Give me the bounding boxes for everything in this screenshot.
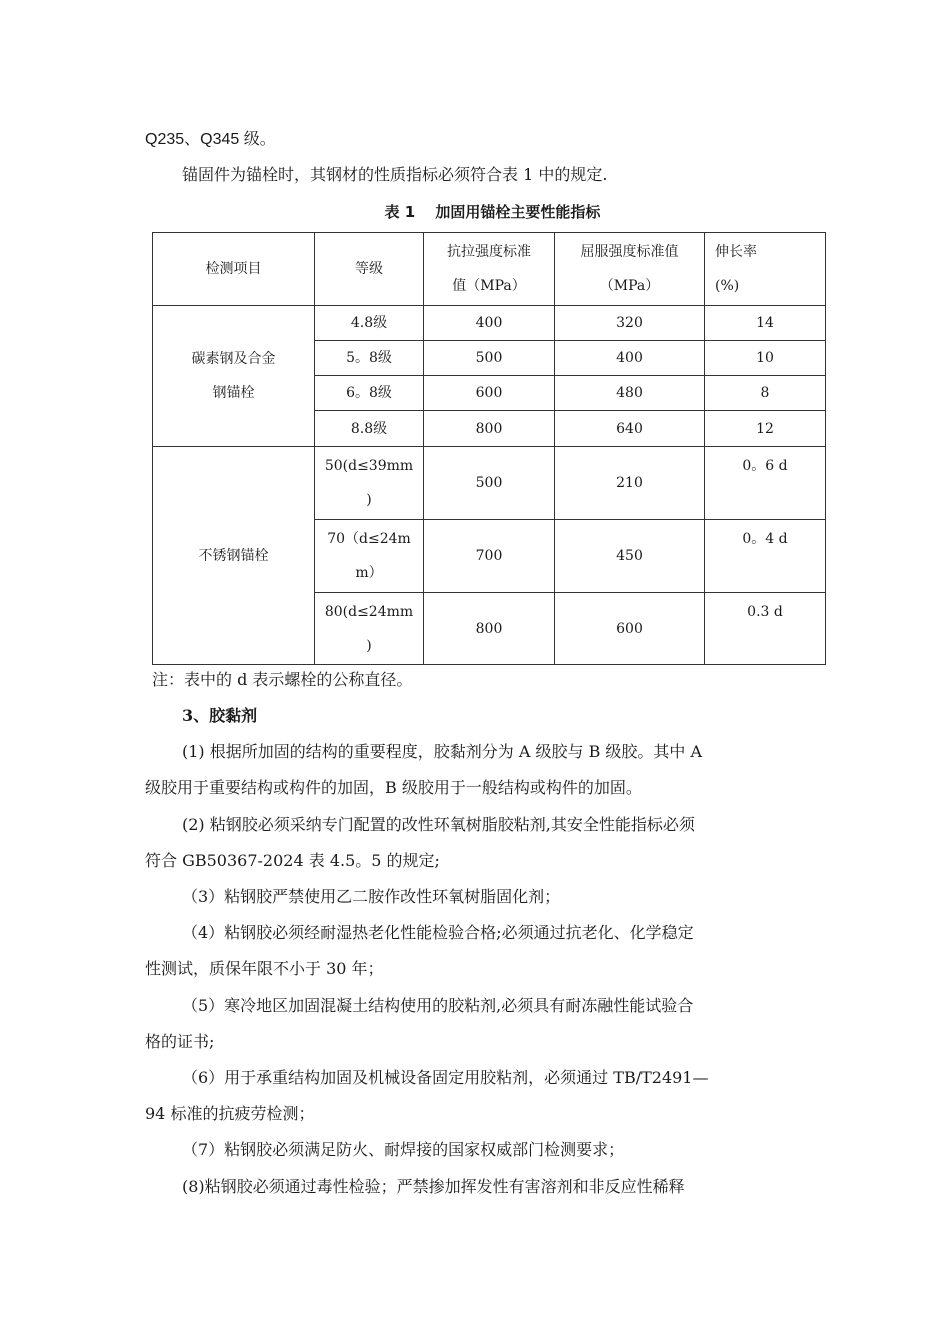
cell-yield: 320 — [555, 306, 705, 341]
cell-elongation: 10 — [705, 341, 826, 376]
cell-grade: 4.8级 — [315, 306, 424, 341]
anchor-spec-table — [152, 232, 826, 665]
cell-elongation: 0。4 d — [705, 520, 826, 593]
paragraph-line: 格的证书; — [145, 1032, 215, 1051]
cell-tensile: 800 — [424, 411, 555, 447]
header-grade: 等级 — [315, 233, 424, 306]
paragraph-line: （3）粘钢胶严禁使用乙二胺作改性环氧树脂固化剂； — [182, 887, 561, 906]
cell-grade: 80(d≤24mm ) — [315, 593, 424, 665]
section-heading: 3、胶黏剂 — [182, 706, 258, 725]
paragraph-line: （6）用于承重结构加固及机械设备固定用胶粘剂，必须通过 TB/T2491— — [182, 1068, 709, 1087]
paragraph-line: （5）寒冷地区加固混凝土结构使用的胶粘剂,必须具有耐冻融性能试验合 — [182, 996, 694, 1015]
cell-yield: 210 — [555, 447, 705, 520]
header-item: 检测项目 — [153, 233, 315, 306]
cell-grade: 5。8级 — [315, 341, 424, 376]
cell-yield: 400 — [555, 341, 705, 376]
cell-yield: 480 — [555, 376, 705, 411]
table-row — [153, 306, 826, 341]
cell-yield: 640 — [555, 411, 705, 447]
group-stainless-steel: 不锈钢锚栓 — [153, 447, 315, 665]
cell-yield: 600 — [555, 593, 705, 665]
cell-elongation: 8 — [705, 376, 826, 411]
intro-line-1: Q235、Q345 级。 — [145, 131, 276, 148]
paragraph-line: （7）粘钢胶必须满足防火、耐焊接的国家权威部门检测要求； — [182, 1140, 625, 1159]
cell-tensile: 700 — [424, 520, 555, 593]
cell-elongation: 0.3 d — [705, 593, 826, 665]
paragraph-line: (2) 粘钢胶必须采纳专门配置的改性环氧树脂胶粘剂,其安全性能指标必须 — [182, 815, 695, 834]
cell-grade: 8.8级 — [315, 411, 424, 447]
intro-line-2: 锚固件为锚栓时，其钢材的性质指标必须符合表 1 中的规定. — [182, 165, 608, 184]
header-tensile: 抗拉强度标准 值（MPa） — [424, 233, 555, 306]
table-header-row — [153, 233, 826, 306]
cell-grade: 6。8级 — [315, 376, 424, 411]
paragraph-line: (8)粘钢胶必须通过毒性检验；严禁掺加挥发性有害溶剂和非反应性稀释 — [182, 1177, 685, 1196]
table-caption: 表 1 加固用锚栓主要性能指标 — [384, 203, 601, 221]
table-row — [153, 447, 826, 520]
cell-elongation: 14 — [705, 306, 826, 341]
cell-grade: 50(d≤39mm ) — [315, 447, 424, 520]
paragraph-line: 级胶用于重要结构或构件的加固，B 级胶用于一般结构或构件的加固。 — [145, 778, 642, 797]
cell-tensile: 600 — [424, 376, 555, 411]
paragraph-line: 性测试，质保年限不小于 30 年； — [145, 959, 384, 978]
paragraph-line: （4）粘钢胶必须经耐湿热老化性能检验合格;必须通过抗老化、化学稳定 — [182, 923, 694, 942]
cell-yield: 450 — [555, 520, 705, 593]
group-carbon-steel: 碳素钢及合金 钢锚栓 — [153, 306, 315, 447]
paragraph-line: 94 标准的抗疲劳检测； — [145, 1104, 315, 1123]
paragraph-line: (1) 根据所加固的结构的重要程度，胶黏剂分为 A 级胶与 B 级胶。其中 A — [182, 742, 703, 761]
cell-elongation: 12 — [705, 411, 826, 447]
paragraph-line: 符合 GB50367-2024 表 4.5。5 的规定; — [145, 851, 440, 870]
cell-elongation: 0。6 d — [705, 447, 826, 520]
header-yield: 屈服强度标准值 （MPa） — [555, 233, 705, 306]
cell-grade: 70（d≤24m m） — [315, 520, 424, 593]
cell-tensile: 800 — [424, 593, 555, 665]
cell-tensile: 500 — [424, 341, 555, 376]
header-elongation: 伸长率 (%) — [705, 233, 826, 306]
table-note: 注：表中的 d 表示螺栓的公称直径。 — [152, 670, 413, 689]
cell-tensile: 400 — [424, 306, 555, 341]
cell-tensile: 500 — [424, 447, 555, 520]
